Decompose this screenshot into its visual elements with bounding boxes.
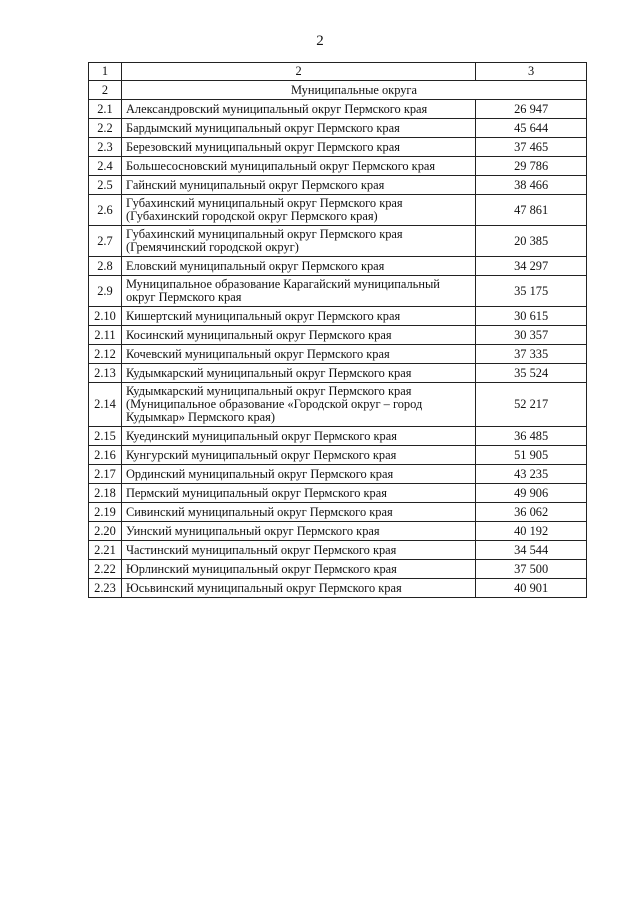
row-number: 2.6 [89, 195, 122, 226]
row-value: 36 062 [476, 503, 587, 522]
table-row [89, 522, 587, 541]
table-row [89, 503, 587, 522]
table-row [89, 257, 587, 276]
row-value: 30 615 [476, 307, 587, 326]
row-number: 2.11 [89, 326, 122, 345]
table-row [89, 465, 587, 484]
row-name: Кудымкарский муниципальный округ Пермского края (Муниципальное образование «Городской округ – город Кудымкар» Пермского края) [121, 383, 475, 427]
row-value: 20 385 [476, 226, 587, 257]
row-number: 2.14 [89, 383, 122, 427]
row-name: Кунгурский муниципальный округ Пермского края [121, 446, 475, 465]
row-number: 2.5 [89, 176, 122, 195]
table-row [89, 579, 587, 598]
table-row [89, 157, 587, 176]
section-title: Муниципальные округа [121, 81, 586, 100]
row-name: Александровский муниципальный округ Пермского края [121, 100, 475, 119]
page-number: 2 [316, 33, 324, 49]
row-number: 2.21 [89, 541, 122, 560]
row-name: Бардымский муниципальный округ Пермского края [121, 119, 475, 138]
header-col-2: 2 [121, 63, 475, 81]
table-row [89, 541, 587, 560]
row-name: Гайнский муниципальный округ Пермского края [121, 176, 475, 195]
table-row [89, 100, 587, 119]
row-value: 29 786 [476, 157, 587, 176]
row-value: 36 485 [476, 427, 587, 446]
table-row [89, 345, 587, 364]
row-number: 2.12 [89, 345, 122, 364]
row-number: 2.15 [89, 427, 122, 446]
row-name: Губахинский муниципальный округ Пермского края (Гремячинский городской округ) [121, 226, 475, 257]
row-value: 51 905 [476, 446, 587, 465]
row-number: 2.20 [89, 522, 122, 541]
table-row [89, 364, 587, 383]
row-value: 34 544 [476, 541, 587, 560]
row-number: 2.10 [89, 307, 122, 326]
row-name: Кудымкарский муниципальный округ Пермского края [121, 364, 475, 383]
table-row [89, 326, 587, 345]
row-name: Косинский муниципальный округ Пермского края [121, 326, 475, 345]
row-value: 30 357 [476, 326, 587, 345]
row-value: 37 500 [476, 560, 587, 579]
row-value: 49 906 [476, 484, 587, 503]
table-row [89, 119, 587, 138]
row-value: 37 465 [476, 138, 587, 157]
row-value: 43 235 [476, 465, 587, 484]
row-name: Сивинский муниципальный округ Пермского края [121, 503, 475, 522]
row-name: Юрлинский муниципальный округ Пермского края [121, 560, 475, 579]
row-name: Уинский муниципальный округ Пермского края [121, 522, 475, 541]
row-number: 2.9 [89, 276, 122, 307]
row-number: 2.23 [89, 579, 122, 598]
row-number: 2.7 [89, 226, 122, 257]
section-number: 2 [89, 81, 122, 100]
row-name: Еловский муниципальный округ Пермского края [121, 257, 475, 276]
row-number: 2.2 [89, 119, 122, 138]
row-name: Ординский муниципальный округ Пермского края [121, 465, 475, 484]
row-name: Кишертский муниципальный округ Пермского края [121, 307, 475, 326]
table-row [89, 138, 587, 157]
row-value: 37 335 [476, 345, 587, 364]
section-row [89, 81, 587, 100]
row-value: 35 175 [476, 276, 587, 307]
header-col-3: 3 [476, 63, 587, 81]
row-number: 2.22 [89, 560, 122, 579]
row-name: Пермский муниципальный округ Пермского края [121, 484, 475, 503]
table-row [89, 276, 587, 307]
row-number: 2.3 [89, 138, 122, 157]
table-header-row [89, 63, 587, 81]
row-name: Березовский муниципальный округ Пермского края [121, 138, 475, 157]
table-row [89, 383, 587, 427]
row-number: 2.8 [89, 257, 122, 276]
row-number: 2.18 [89, 484, 122, 503]
row-name: Юсьвинский муниципальный округ Пермского края [121, 579, 475, 598]
row-name: Муниципальное образование Карагайский муниципальный округ Пермского края [121, 276, 475, 307]
row-value: 52 217 [476, 383, 587, 427]
row-number: 2.16 [89, 446, 122, 465]
row-value: 47 861 [476, 195, 587, 226]
row-name: Губахинский муниципальный округ Пермского края (Губахинский городской округ Пермского края) [121, 195, 475, 226]
municipal-districts-table [88, 62, 587, 598]
row-value: 38 466 [476, 176, 587, 195]
row-number: 2.17 [89, 465, 122, 484]
table-row [89, 446, 587, 465]
row-number: 2.4 [89, 157, 122, 176]
table-row [89, 560, 587, 579]
row-value: 34 297 [476, 257, 587, 276]
row-number: 2.1 [89, 100, 122, 119]
row-name: Кочевский муниципальный округ Пермского края [121, 345, 475, 364]
row-name: Большесосновский муниципальный округ Пермского края [121, 157, 475, 176]
table-row [89, 484, 587, 503]
row-number: 2.13 [89, 364, 122, 383]
row-name: Частинский муниципальный округ Пермского края [121, 541, 475, 560]
table-row [89, 307, 587, 326]
header-col-1: 1 [89, 63, 122, 81]
table-row [89, 195, 587, 226]
table-row [89, 226, 587, 257]
row-value: 45 644 [476, 119, 587, 138]
table-row [89, 427, 587, 446]
row-value: 40 901 [476, 579, 587, 598]
row-value: 35 524 [476, 364, 587, 383]
row-name: Куединский муниципальный округ Пермского края [121, 427, 475, 446]
row-number: 2.19 [89, 503, 122, 522]
row-value: 40 192 [476, 522, 587, 541]
row-value: 26 947 [476, 100, 587, 119]
table-row [89, 176, 587, 195]
